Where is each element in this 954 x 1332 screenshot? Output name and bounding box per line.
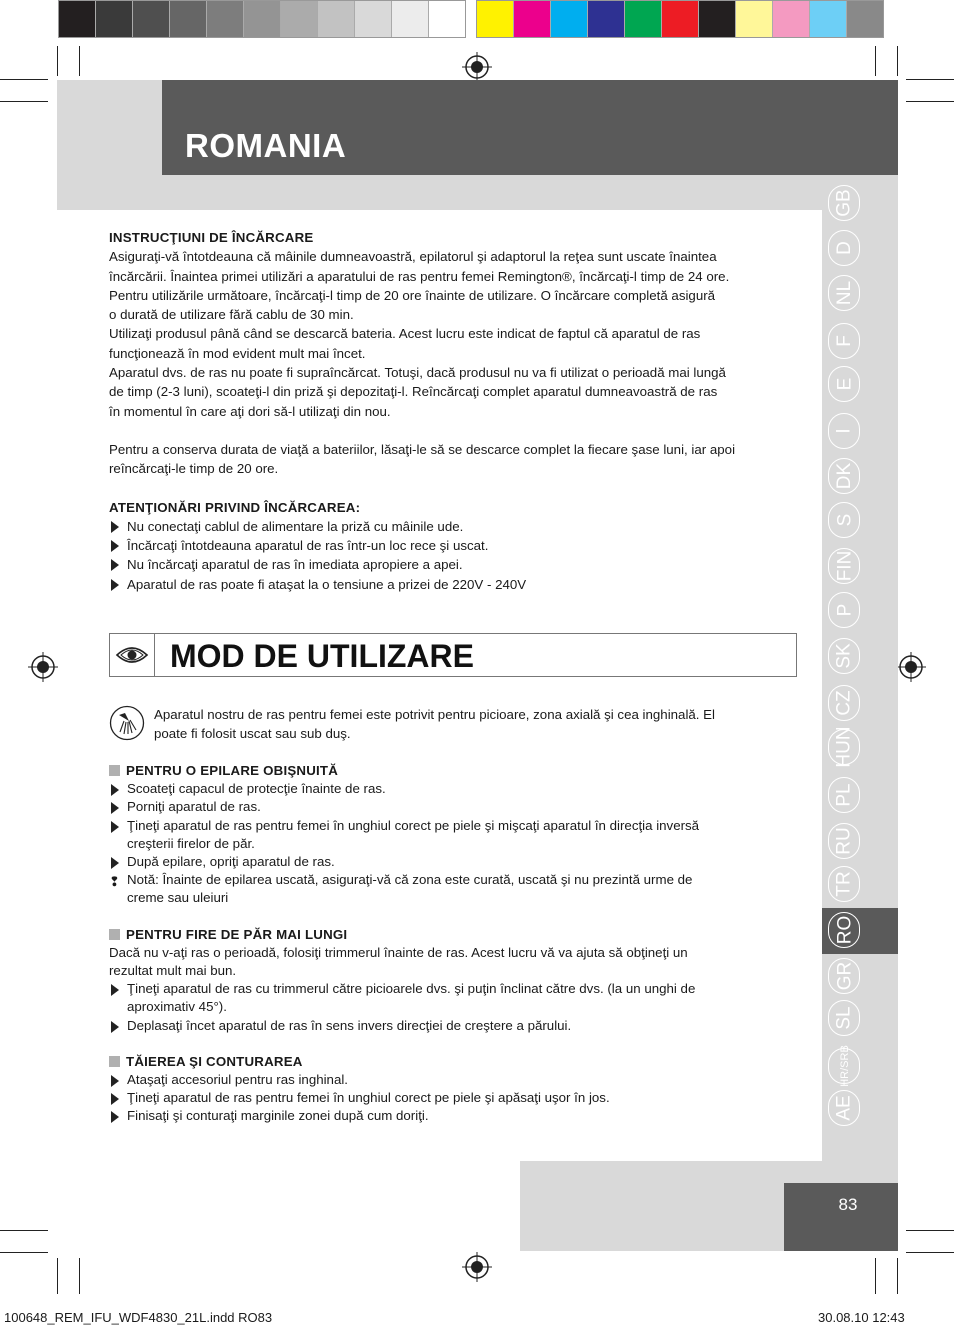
long-hair-heading: PENTRU FIRE DE PĂR MAI LUNGI xyxy=(109,926,799,944)
color-swatch xyxy=(736,1,773,37)
warning-item: Încărcaţi întotdeauna aparatul de ras într-un loc rece şi uscat. xyxy=(109,536,799,555)
crop-mark xyxy=(79,46,80,76)
regular-item: Ţineţi aparatul de ras pentru femei în unghiul corect pe piele şi mişcaţi aparatul în direcţia inversă creşterii firelor de păr. xyxy=(109,817,799,853)
color-swatch xyxy=(847,1,883,37)
language-tab-s[interactable]: S xyxy=(826,502,864,538)
color-swatch xyxy=(318,1,355,37)
charging-heading: INSTRUCŢIUNI DE ÎNCĂRCARE xyxy=(109,230,314,245)
crop-mark xyxy=(79,1258,80,1294)
text-line: reîncărcaţi-le timp de 20 ore. xyxy=(109,461,279,477)
crop-mark xyxy=(57,1258,58,1294)
usage-title: MOD DE UTILIZARE xyxy=(170,638,474,674)
usage-intro xyxy=(154,705,794,744)
date-slug: 30.08.10 12:43 xyxy=(818,1310,905,1325)
crop-mark xyxy=(0,1252,48,1253)
color-swatch xyxy=(625,1,662,37)
crop-mark xyxy=(897,1258,898,1294)
color-swatch xyxy=(59,1,96,37)
warnings-heading: ATENŢIONĂRI PRIVIND ÎNCĂRCAREA: xyxy=(109,499,361,515)
language-tab-gb[interactable]: GB xyxy=(826,185,864,221)
text-line: Pentru a conserva durata de viaţă a bateriilor, lăsaţi-le să se descarce complet la fiecare şase luni, iar apoi xyxy=(109,441,736,457)
language-tab-pl[interactable]: PL xyxy=(826,777,864,813)
usage-instructions xyxy=(109,762,799,1126)
long-hair-item: Deplasaţi încet aparatul de ras în sens invers direcţiei de creştere a părului. xyxy=(109,1017,799,1035)
page-number-box xyxy=(784,1183,898,1251)
page-title: ROMANIA xyxy=(185,127,347,164)
crop-mark xyxy=(906,79,954,80)
language-tab-dk[interactable]: DK xyxy=(826,458,864,494)
crop-mark xyxy=(906,101,954,102)
language-tab-hun[interactable]: HUN xyxy=(826,729,864,765)
text-line: funcţionează în mod evident mult mai încet. xyxy=(109,345,366,361)
color-swatches xyxy=(476,0,884,38)
text-line: o durată de utilizare fără cablu de 30 min. xyxy=(109,307,354,323)
text-line: poate fi folosit uscat sau sub duş. xyxy=(154,726,351,742)
language-tab-nl[interactable]: NL xyxy=(826,275,864,311)
language-tab-cz[interactable]: CZ xyxy=(826,685,864,721)
long-hair-item: Ţineţi aparatul de ras cu trimmerul către picioarele dvs. şi puţin înclinat către dvs. (la un unghi de aproximativ 45°). xyxy=(109,980,799,1016)
color-swatch xyxy=(96,1,133,37)
regular-heading: PENTRU O EPILARE OBIŞNUITĂ xyxy=(109,762,799,780)
charging-section xyxy=(109,228,799,594)
text-line: Pentru utilizările următoare, încărcaţi-l timp de 20 ore înainte de utilizare. O încărcare completă asigură xyxy=(109,287,716,303)
color-swatch xyxy=(662,1,699,37)
registration-mark-icon xyxy=(896,652,926,682)
language-tab-tr[interactable]: TR xyxy=(826,866,864,902)
regular-item: După epilare, opriţi aparatul de ras. xyxy=(109,853,799,871)
registration-mark-icon xyxy=(462,52,492,82)
shower-icon xyxy=(109,705,145,741)
language-tab-i[interactable]: I xyxy=(826,413,864,449)
crop-mark xyxy=(875,1258,876,1294)
color-swatch xyxy=(551,1,588,37)
color-swatch xyxy=(392,1,429,37)
language-tab-sk[interactable]: SK xyxy=(826,638,864,674)
page-number: 83 xyxy=(838,1195,858,1214)
usage-section-header xyxy=(109,633,797,677)
gray-swatches xyxy=(58,0,466,38)
color-swatch xyxy=(810,1,847,37)
text-line: Aparatul nostru de ras pentru femei este potrivit pentru picioare, zona axială şi cea inghinală. El xyxy=(154,707,716,722)
registration-mark-icon xyxy=(28,652,58,682)
color-swatch xyxy=(207,1,244,37)
color-swatch xyxy=(133,1,170,37)
color-swatch xyxy=(281,1,318,37)
color-swatch xyxy=(429,1,465,37)
eye-icon xyxy=(110,634,155,676)
text-line: încărcării. Înaintea primei utilizări a aparatului de ras pentru femei Remington®, încărcaţi-l timp de 24 ore. xyxy=(109,268,730,284)
language-tab-ro[interactable]: RO xyxy=(826,912,864,948)
warning-icon: ❢ xyxy=(109,874,120,890)
crop-mark xyxy=(875,46,876,76)
crop-mark xyxy=(897,46,898,76)
trimming-heading: TĂIEREA ŞI CONTURAREA xyxy=(109,1053,799,1071)
regular-item: Porniţi aparatul de ras. xyxy=(109,798,799,816)
color-swatch xyxy=(588,1,625,37)
text-line: în momentul în care aţi dori să-l utilizaţi din nou. xyxy=(109,403,391,419)
language-tab-gr[interactable]: GR xyxy=(826,958,864,994)
warning-item: Nu încărcaţi aparatul de ras în imediata apropiere a apei. xyxy=(109,555,799,574)
trimming-item: Finisaţi şi conturaţi marginile zonei după cum doriţi. xyxy=(109,1107,799,1125)
color-swatch xyxy=(477,1,514,37)
registration-mark-icon xyxy=(462,1252,492,1282)
crop-mark xyxy=(0,101,48,102)
language-tab-p[interactable]: P xyxy=(826,592,864,628)
language-tab-ae[interactable]: AE xyxy=(826,1090,864,1126)
printer-color-bar xyxy=(58,0,894,38)
language-tab-e[interactable]: E xyxy=(826,366,864,402)
color-swatch xyxy=(514,1,551,37)
trimming-item: Ataşaţi accesoriul pentru ras inghinal. xyxy=(109,1071,799,1089)
regular-item: Scoateţi capacul de protecţie înainte de ras. xyxy=(109,780,799,798)
crop-mark xyxy=(906,1230,954,1231)
color-swatch xyxy=(355,1,392,37)
crop-mark xyxy=(0,79,48,80)
crop-mark xyxy=(906,1252,954,1253)
text-line: Asiguraţi-vă întotdeauna că mâinile dumneavoastră, epilatorul şi adaptorul la reţea sunt uscate înaintea xyxy=(109,249,717,265)
language-tab-hr-srb[interactable]: HR/SRB xyxy=(826,1048,864,1084)
language-tab-d[interactable]: D xyxy=(826,230,864,266)
text-line: Utilizaţi produsul până când se descarcă bateria. Acest lucru este indicat de faptul că aparatul de ras xyxy=(109,326,701,342)
text-line: Dacă nu v-aţi ras o perioadă, folosiţi trimmerul înainte de ras. Acest lucru vă va ajuta să obţineţi un xyxy=(109,944,688,960)
language-tab-fin[interactable]: FIN xyxy=(826,548,864,584)
text-line: Aparatul dvs. de ras nu poate fi supraîncărcat. Totuşi, dacă produsul nu va fi utilizat o perioadă mai lungă xyxy=(109,365,726,381)
language-tab-ru[interactable]: RU xyxy=(826,823,864,859)
color-swatch xyxy=(244,1,281,37)
language-tab-f[interactable]: F xyxy=(826,323,864,359)
crop-mark xyxy=(0,1230,48,1231)
color-swatch xyxy=(170,1,207,37)
language-tab-sl[interactable]: SL xyxy=(826,1000,864,1036)
regular-note: ❢ Notă: Înainte de epilarea uscată, asiguraţi-vă că zona este curată, uscată şi nu prezintă urme de creme sau uleiuri xyxy=(109,872,693,906)
text-line: de timp (2-3 luni), scoateţi-l din priză şi depozitaţi-l. Reîncărcaţi complet aparatul dumneavoastră de ras xyxy=(109,384,718,400)
color-swatch xyxy=(773,1,810,37)
crop-mark xyxy=(57,46,58,76)
file-slug: 100648_REM_IFU_WDF4830_21L.indd RO83 xyxy=(4,1310,273,1325)
text-line: rezultat mult mai bun. xyxy=(109,963,237,979)
warning-item: Aparatul de ras poate fi ataşat la o tensiune a prizei de 220V - 240V xyxy=(109,575,799,594)
trimming-item: Ţineţi aparatul de ras pentru femei în unghiul corect pe piele şi apăsaţi uşor în jos. xyxy=(109,1089,799,1107)
color-swatch xyxy=(699,1,736,37)
warning-item: Nu conectaţi cablul de alimentare la priză cu mâinile ude. xyxy=(109,517,799,536)
